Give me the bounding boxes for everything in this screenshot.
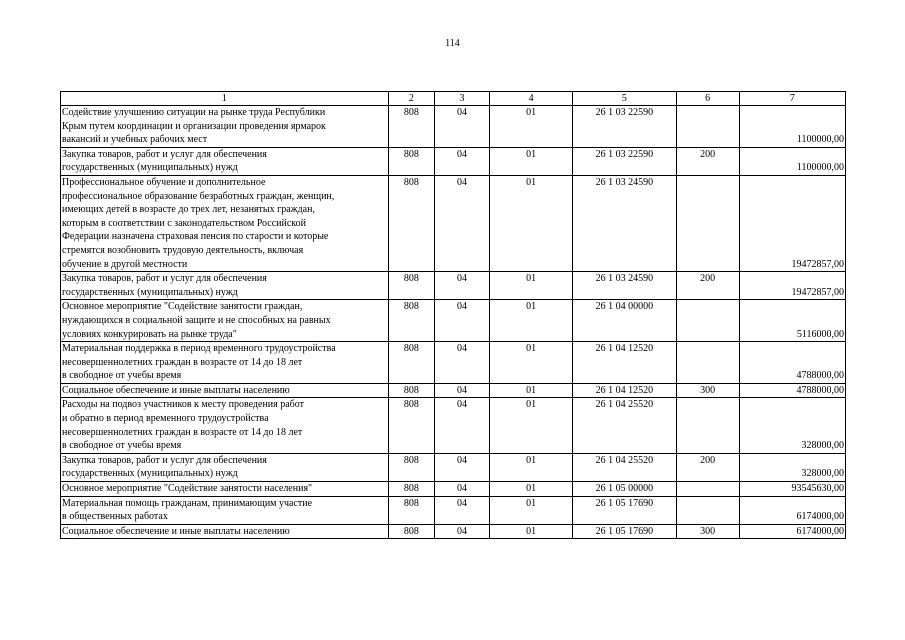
row-amount — [739, 383, 845, 398]
row-subsection-code-text: 01 — [526, 176, 537, 188]
row-section-code — [434, 383, 489, 398]
row-description — [61, 398, 389, 453]
row-expense-type — [676, 106, 739, 148]
row-target-article — [573, 398, 676, 453]
row-target-article-text: 26 1 05 00000 — [595, 483, 654, 495]
row-section-code — [434, 300, 489, 342]
row-section-code — [434, 398, 489, 453]
row-section-code — [434, 524, 489, 539]
row-amount-text: 19472857,00 — [791, 286, 844, 298]
row-expense-type — [676, 453, 739, 481]
row-subsection-code — [490, 106, 573, 148]
row-description-text: Закупка товаров, работ и услуг для обеспечения государственных (муниципальных) нужд — [62, 148, 267, 174]
row-ministry-code-text: 808 — [403, 273, 419, 285]
table-header-row — [61, 92, 846, 106]
table-row — [61, 106, 846, 148]
row-amount — [739, 272, 845, 300]
row-ministry-code — [388, 383, 434, 398]
row-ministry-code-text: 808 — [403, 497, 419, 509]
row-subsection-code-text: 01 — [526, 301, 537, 313]
row-subsection-code-text: 01 — [526, 148, 537, 160]
row-target-article-text: 26 1 03 22590 — [595, 107, 654, 118]
row-ministry-code — [388, 300, 434, 342]
row-description — [61, 453, 389, 481]
row-ministry-code — [388, 106, 434, 148]
row-ministry-code — [388, 272, 434, 300]
row-section-code-text: 04 — [457, 384, 467, 396]
row-description — [61, 482, 389, 497]
row-subsection-code-text: 01 — [526, 343, 537, 355]
column-header: 4 — [490, 92, 573, 106]
row-ministry-code — [388, 524, 434, 539]
row-section-code-text: 04 — [457, 454, 467, 466]
row-subsection-code — [490, 383, 573, 398]
row-description-text: Основное мероприятие "Содействие занятости граждан, нуждающихся в социальной защите и не способных на равных условиях конкурировать на рынке труда" — [62, 301, 331, 340]
table-row — [61, 175, 846, 271]
row-subsection-code — [490, 524, 573, 539]
row-description-text: Материальная поддержка в период временного трудоустройства несовершеннолетних граждан в возрасте от 14 до 18 лет в свободное от учебы время — [62, 343, 336, 382]
column-header: 7 — [739, 92, 845, 106]
row-ministry-code-text: 808 — [403, 525, 419, 537]
column-header: 1 — [61, 92, 389, 106]
row-subsection-code — [490, 496, 573, 524]
row-ministry-code — [388, 175, 434, 271]
row-amount — [739, 342, 845, 384]
row-amount-text: 4788000,00 — [796, 370, 844, 382]
row-description — [61, 300, 389, 342]
row-expense-type — [676, 272, 739, 300]
row-amount — [739, 524, 845, 539]
row-target-article — [573, 106, 676, 148]
row-amount — [739, 496, 845, 524]
row-amount — [739, 147, 845, 175]
column-header: 5 — [573, 92, 676, 106]
row-subsection-code-text: 01 — [526, 483, 537, 495]
row-expense-type — [676, 398, 739, 453]
row-section-code-text: 04 — [457, 343, 467, 355]
row-description — [61, 147, 389, 175]
row-section-code — [434, 147, 489, 175]
row-subsection-code — [490, 453, 573, 481]
row-subsection-code — [490, 398, 573, 453]
row-expense-type-text: 200 — [700, 454, 716, 466]
row-ministry-code — [388, 453, 434, 481]
row-ministry-code — [388, 342, 434, 384]
row-section-code — [434, 496, 489, 524]
row-target-article-text: 26 1 04 12520 — [595, 343, 654, 355]
row-section-code — [434, 106, 489, 148]
column-header: 6 — [676, 92, 739, 106]
table-row — [61, 453, 846, 481]
row-target-article-text: 26 1 03 24590 — [595, 273, 654, 285]
table-row — [61, 300, 846, 342]
row-amount — [739, 300, 845, 342]
row-subsection-code — [490, 175, 573, 271]
row-target-article — [573, 147, 676, 175]
row-ministry-code-text: 808 — [403, 176, 419, 188]
row-section-code — [434, 272, 489, 300]
row-subsection-code — [490, 272, 573, 300]
row-ministry-code — [388, 496, 434, 524]
row-subsection-code — [490, 300, 573, 342]
row-subsection-code — [490, 482, 573, 497]
row-target-article-text: 26 1 04 12520 — [595, 384, 654, 396]
row-description-text: Закупка товаров, работ и услуг для обеспечения государственных (муниципальных) нужд — [62, 273, 267, 298]
row-description-text: Основное мероприятие "Содействие занятости населения" — [62, 483, 313, 495]
column-header: 2 — [388, 92, 434, 106]
table-row — [61, 496, 846, 524]
row-ministry-code — [388, 147, 434, 175]
row-description — [61, 106, 389, 148]
row-subsection-code-text: 01 — [526, 399, 537, 411]
table-row — [61, 272, 846, 300]
row-description-text: Расходы на подвоз участников к месту проведения работ и обратно в период временного трудоустройства несовершеннолетних граждан в возрасте от 14 до 18 лет в свободное от учебы время — [62, 399, 305, 452]
row-description-text: Профессиональное обучение и дополнительное профессиональное образование безработных граждан, женщин, имеющих детей в возрасте до трех лет, незанятых граждан, которым в соответствии с законодательством Российской Федерации назначена страховая пенсия по старости и которые стремятся возобновить трудовую деятельность, включая обучение в другой местности — [62, 176, 335, 270]
row-amount — [739, 106, 845, 148]
row-section-code — [434, 175, 489, 271]
row-description — [61, 383, 389, 398]
row-expense-type-text: 200 — [700, 148, 716, 160]
row-section-code-text: 04 — [457, 273, 467, 285]
row-description — [61, 496, 389, 524]
row-section-code-text: 04 — [457, 483, 467, 495]
row-section-code — [434, 482, 489, 497]
row-amount-text: 328000,00 — [801, 468, 844, 480]
row-expense-type — [676, 383, 739, 398]
row-target-article-text: 26 1 04 00000 — [595, 301, 654, 313]
row-description — [61, 272, 389, 300]
row-description — [61, 524, 389, 539]
row-amount-text: 328000,00 — [801, 440, 844, 452]
row-expense-type — [676, 524, 739, 539]
row-expense-type — [676, 147, 739, 175]
row-description-text: Социальное обеспечение и иные выплаты населению — [62, 525, 290, 537]
row-expense-type — [676, 342, 739, 384]
row-subsection-code-text: 01 — [526, 454, 537, 466]
column-header: 3 — [434, 92, 489, 106]
row-subsection-code-text: 01 — [526, 525, 537, 537]
row-description-text: Содействие улучшению ситуации на рынке труда Республики Крым путем координации и организации проведения ярмарок вакансий и учебных рабочих мест — [62, 107, 326, 146]
row-ministry-code-text: 808 — [403, 301, 419, 313]
row-amount — [739, 482, 845, 497]
table-row — [61, 342, 846, 384]
row-description-text: Закупка товаров, работ и услуг для обеспечения государственных (муниципальных) нужд — [62, 454, 267, 480]
row-ministry-code — [388, 482, 434, 497]
row-expense-type-text: 300 — [700, 384, 716, 396]
row-expense-type — [676, 175, 739, 271]
table-row — [61, 147, 846, 175]
row-description-text: Материальная помощь гражданам, принимающим участие в общественных работах — [62, 497, 313, 523]
row-target-article — [573, 272, 676, 300]
row-amount-text: 1100000,00 — [796, 162, 844, 174]
row-ministry-code-text: 808 — [403, 107, 419, 118]
row-ministry-code-text: 808 — [403, 384, 419, 396]
row-target-article — [573, 453, 676, 481]
row-description — [61, 175, 389, 271]
row-amount-text: 1100000,00 — [796, 134, 844, 146]
row-ministry-code-text: 808 — [403, 454, 419, 466]
row-expense-type — [676, 300, 739, 342]
row-target-article-text: 26 1 05 17690 — [595, 497, 654, 509]
row-ministry-code — [388, 398, 434, 453]
table-row — [61, 524, 846, 539]
row-target-article — [573, 482, 676, 497]
row-ministry-code-text: 808 — [403, 148, 419, 160]
row-amount-text: 6174000,00 — [796, 511, 844, 523]
row-section-code-text: 04 — [457, 497, 467, 509]
row-subsection-code — [490, 342, 573, 384]
row-target-article — [573, 383, 676, 398]
row-expense-type-text: 200 — [700, 273, 716, 285]
row-target-article-text: 26 1 04 25520 — [595, 454, 654, 466]
row-section-code — [434, 342, 489, 384]
row-description — [61, 342, 389, 384]
row-subsection-code-text: 01 — [526, 384, 537, 396]
page-number: 114 — [445, 38, 460, 49]
row-amount-text: 93545630,00 — [791, 483, 844, 495]
budget-table — [60, 91, 846, 539]
row-section-code-text: 04 — [457, 399, 467, 411]
row-amount-text: 6174000,00 — [796, 525, 844, 537]
row-amount — [739, 175, 845, 271]
row-subsection-code-text: 01 — [526, 273, 537, 285]
row-target-article-text: 26 1 03 22590 — [595, 148, 654, 160]
row-description-text: Социальное обеспечение и иные выплаты населению — [62, 384, 290, 396]
row-section-code-text: 04 — [457, 525, 467, 537]
row-amount — [739, 453, 845, 481]
row-subsection-code-text: 01 — [526, 497, 537, 509]
row-target-article — [573, 300, 676, 342]
row-target-article-text: 26 1 04 25520 — [595, 399, 654, 411]
table-row — [61, 398, 846, 453]
row-section-code-text: 04 — [457, 107, 467, 118]
row-expense-type — [676, 496, 739, 524]
row-expense-type — [676, 482, 739, 497]
row-ministry-code-text: 808 — [403, 343, 419, 355]
row-target-article-text: 26 1 05 17690 — [595, 525, 654, 537]
table-body — [61, 106, 846, 539]
row-amount-text: 19472857,00 — [791, 258, 844, 270]
row-subsection-code — [490, 147, 573, 175]
row-section-code-text: 04 — [457, 176, 467, 188]
row-ministry-code-text: 808 — [403, 399, 419, 411]
row-target-article — [573, 342, 676, 384]
row-subsection-code-text: 01 — [526, 107, 537, 118]
table-row — [61, 383, 846, 398]
row-target-article — [573, 496, 676, 524]
row-target-article — [573, 524, 676, 539]
row-target-article-text: 26 1 03 24590 — [595, 176, 654, 188]
row-amount — [739, 398, 845, 453]
row-section-code-text: 04 — [457, 148, 467, 160]
row-section-code — [434, 453, 489, 481]
row-expense-type-text: 300 — [700, 525, 716, 537]
row-amount-text: 4788000,00 — [796, 384, 844, 396]
row-amount-text: 5116000,00 — [796, 328, 844, 340]
row-section-code-text: 04 — [457, 301, 467, 313]
row-ministry-code-text: 808 — [403, 483, 419, 495]
table-row — [61, 482, 846, 497]
row-target-article — [573, 175, 676, 271]
